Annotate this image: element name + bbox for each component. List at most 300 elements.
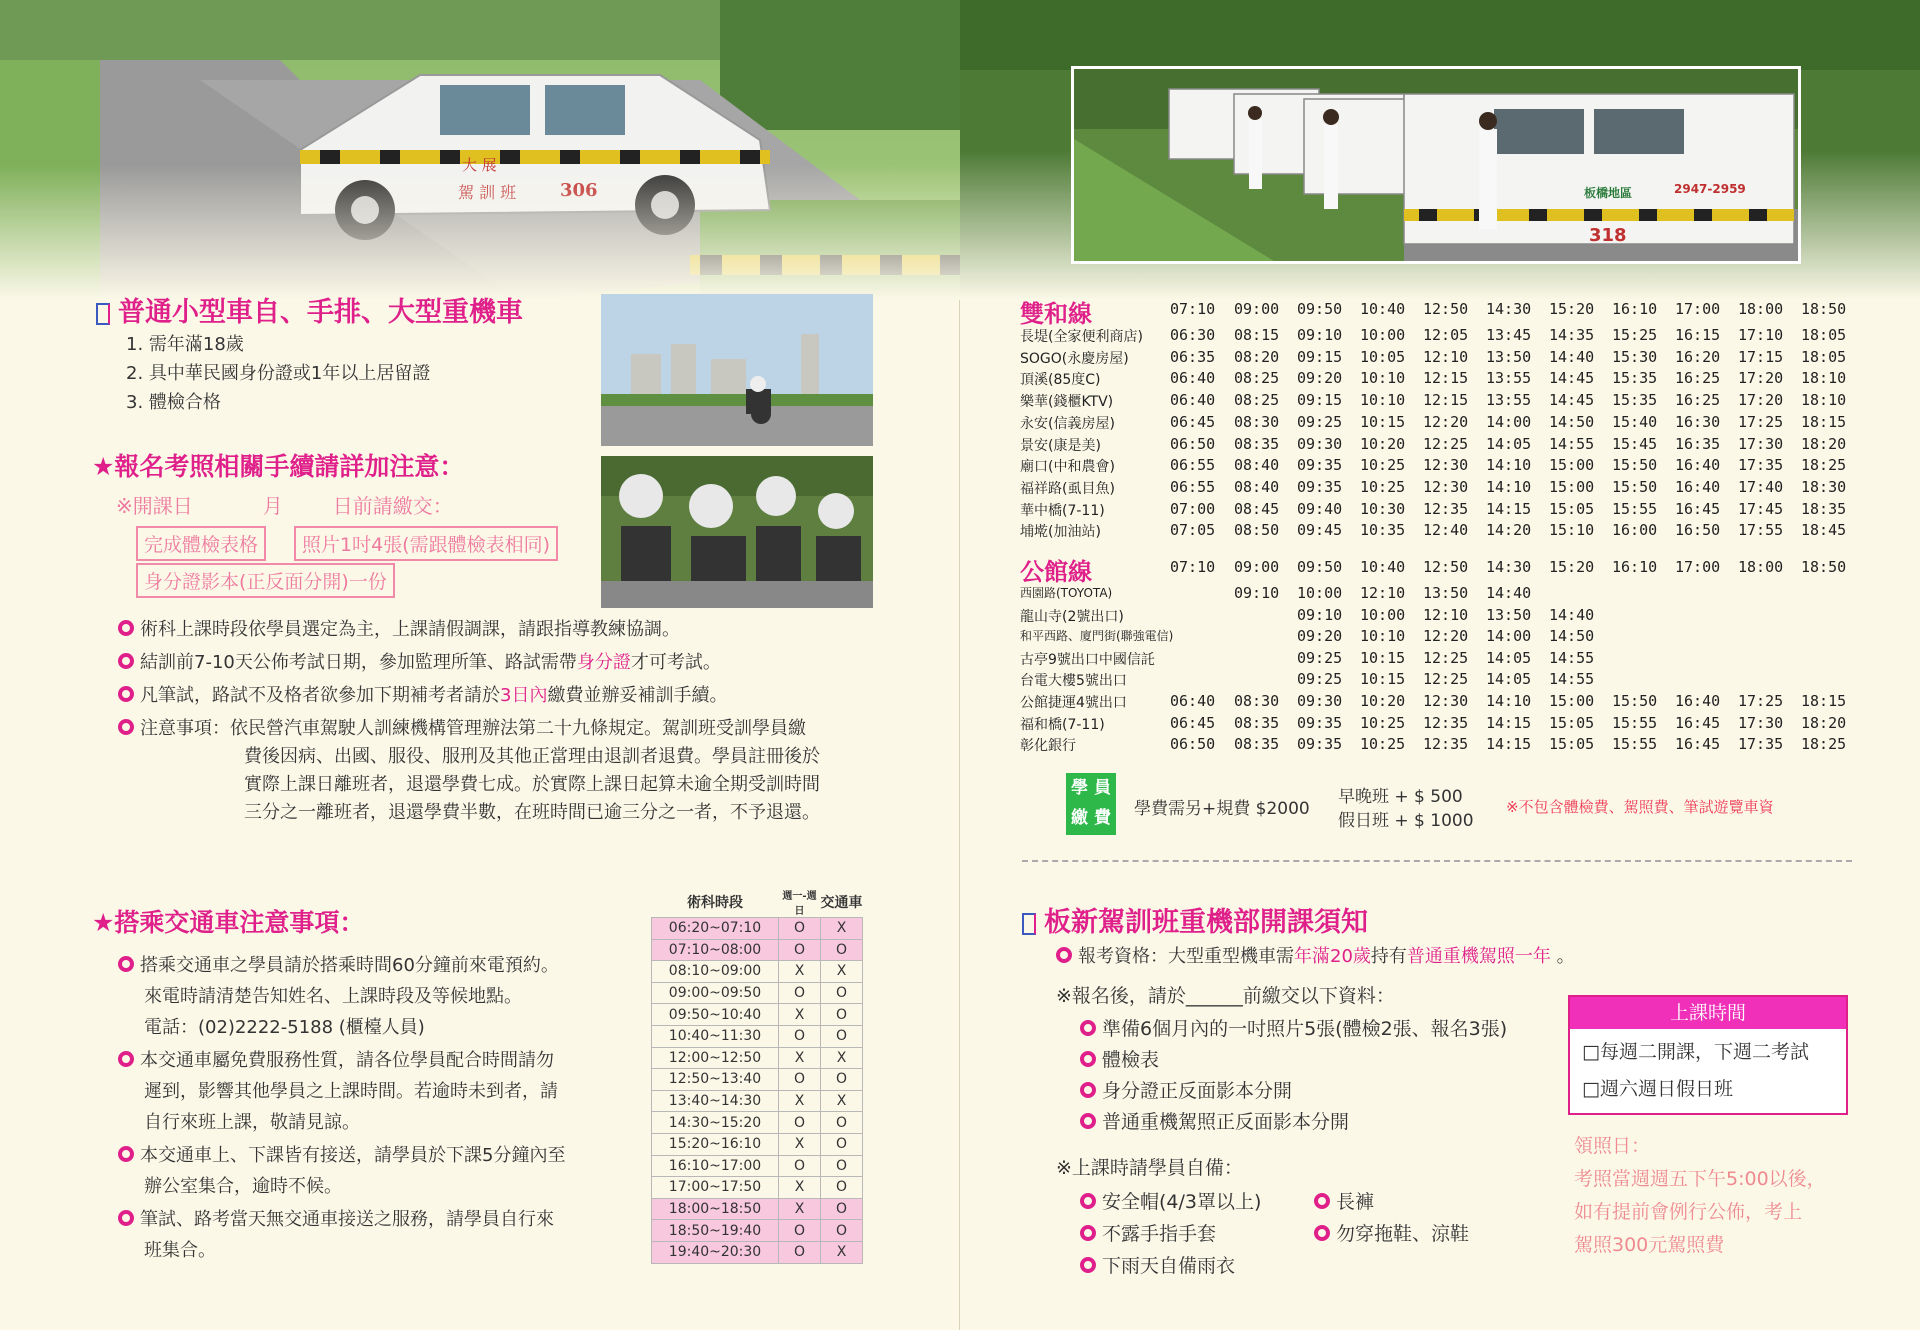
- section-divider: [1022, 860, 1852, 862]
- stop-time: 12:20: [1423, 627, 1469, 646]
- stop-name: 埔墘(加油站): [1020, 524, 1101, 541]
- stop-time: 16:15: [1675, 326, 1721, 344]
- stop-time: 09:15: [1297, 347, 1343, 366]
- ring-bullet-icon: [1080, 1113, 1096, 1129]
- stop-time: 15:05: [1549, 735, 1595, 754]
- stop-time: 06:45: [1170, 412, 1216, 431]
- class-time-box: [1568, 995, 1848, 1115]
- stop-time: 18:10: [1801, 369, 1847, 388]
- stop-time: 08:50: [1234, 521, 1280, 540]
- ring-bullet-icon: [118, 1210, 134, 1226]
- timetable-row: [652, 1025, 863, 1047]
- timetable-cell: O: [779, 1112, 821, 1134]
- timetable-cell: O: [821, 1004, 863, 1026]
- svg-text:板橋地區: 板橋地區: [1584, 186, 1633, 200]
- route-shuanghe: [1020, 294, 1860, 544]
- stop-time: 10:20: [1360, 692, 1406, 710]
- stop-time: 15:00: [1549, 477, 1595, 496]
- timetable-row: [652, 961, 863, 983]
- route-departure-time: 17:00: [1675, 300, 1721, 318]
- svg-text:318: 318: [1589, 225, 1627, 246]
- stop-time: 17:20: [1738, 391, 1784, 410]
- submission-deadline: ※開課日 月 日前請繳交：: [116, 494, 453, 518]
- stop-name: 台電大樓5號出口: [1020, 673, 1127, 690]
- fee-text: 學費需另+規費 $2000: [1134, 799, 1310, 819]
- route-departure-time: 15:20: [1549, 558, 1595, 576]
- timetable-row: [652, 1047, 863, 1069]
- stop-time: 15:25: [1612, 326, 1658, 344]
- stop-time: 06:55: [1170, 477, 1216, 496]
- stop-name: 華中橋(7-11): [1020, 502, 1105, 519]
- stop-time: 14:10: [1486, 692, 1532, 710]
- note-item: 術科上課時段依學員選定為主，上課請假調課，請跟指導教練協調。: [118, 616, 680, 644]
- stop-time: 10:00: [1360, 326, 1406, 344]
- stop-time: 09:10: [1297, 326, 1343, 344]
- stop-time: 12:10: [1423, 347, 1469, 366]
- stop-time: 06:45: [1170, 713, 1216, 732]
- stop-time: 16:00: [1612, 521, 1658, 540]
- stop-time: 18:05: [1801, 347, 1847, 366]
- stop-time: 06:55: [1170, 456, 1216, 475]
- route-name: 雙和線: [1020, 300, 1092, 328]
- timetable-slot: 13:40~14:30: [652, 1090, 779, 1112]
- timetable-cell: O: [779, 1155, 821, 1177]
- timetable-slot: 10:40~11:30: [652, 1025, 779, 1047]
- stop-time: 06:40: [1170, 391, 1216, 410]
- ring-bullet-icon: [118, 956, 134, 972]
- timetable-cell: X: [779, 1004, 821, 1026]
- timetable-cell: X: [821, 961, 863, 983]
- timetable-cell: O: [821, 982, 863, 1004]
- svg-text:2947-2959: 2947-2959: [1674, 182, 1746, 196]
- stop-time: 14:10: [1486, 456, 1532, 475]
- stop-time: 12:25: [1423, 648, 1469, 667]
- stop-time: 18:15: [1801, 692, 1847, 710]
- stop-time: 17:35: [1738, 456, 1784, 475]
- stop-time: 10:10: [1360, 391, 1406, 410]
- class-time-title: 上課時間: [1570, 997, 1846, 1029]
- stop-time: 13:50: [1486, 347, 1532, 366]
- stop-time: 08:40: [1234, 477, 1280, 496]
- license-day: 領照日： 考照當週週五下午5:00以後， 如有提前會例行公佈，考上 駕照300元駕照費: [1574, 1135, 1826, 1256]
- timetable-cell: O: [779, 982, 821, 1004]
- timetable-row: [652, 1090, 863, 1112]
- stop-time: 12:40: [1423, 521, 1469, 540]
- stop-time: 06:50: [1170, 434, 1216, 453]
- stop-time: 08:30: [1234, 412, 1280, 431]
- timetable-cell: X: [821, 1047, 863, 1069]
- stop-time: 16:40: [1675, 477, 1721, 496]
- stop-time: 08:45: [1234, 499, 1280, 518]
- stop-time: 09:25: [1297, 412, 1343, 431]
- stop-time: 17:30: [1738, 713, 1784, 732]
- ring-bullet-icon: [1056, 947, 1072, 963]
- stop-time: 17:45: [1738, 499, 1784, 518]
- timetable-cell: O: [779, 1220, 821, 1242]
- timetable-cell: O: [779, 1069, 821, 1091]
- route-departure-time: 18:00: [1738, 300, 1784, 318]
- stop-time: 15:55: [1612, 735, 1658, 754]
- stop-time: 12:10: [1423, 605, 1469, 624]
- stop-time: 10:25: [1360, 477, 1406, 496]
- doc-photos: 照片1吋4張(需跟體檢表相同): [294, 526, 558, 561]
- timetable-header: 交通車: [820, 895, 863, 911]
- stop-name: 和平西路、廈門街(聯強電信): [1020, 629, 1174, 644]
- timetable-cell: X: [821, 1241, 863, 1263]
- ring-bullet-icon: [118, 719, 134, 735]
- stop-time: 17:20: [1738, 369, 1784, 388]
- timetable-cell: O: [821, 1069, 863, 1091]
- stop-time: 13:45: [1486, 326, 1532, 344]
- timetable-slot: 18:00~18:50: [652, 1198, 779, 1220]
- stop-name: 廟口(中和農會): [1020, 459, 1115, 476]
- stop-time: 14:40: [1549, 605, 1595, 624]
- timetable-row: [652, 1069, 863, 1091]
- stop-time: 12:15: [1423, 391, 1469, 410]
- timetable-cell: X: [779, 961, 821, 983]
- route-departure-time: 16:10: [1612, 558, 1658, 576]
- route-name: 公館線: [1020, 558, 1092, 586]
- stop-time: 09:40: [1297, 499, 1343, 518]
- stop-time: 15:55: [1612, 713, 1658, 732]
- stop-time: 18:25: [1801, 735, 1847, 754]
- stop-time: 14:55: [1549, 648, 1595, 667]
- stop-time: 14:45: [1549, 391, 1595, 410]
- section-title-shuttle: ★搭乘交通車注意事項：: [92, 908, 365, 937]
- stop-time: 16:45: [1675, 735, 1721, 754]
- timetable-row: [652, 1155, 863, 1177]
- doc-checkup-form: 完成體檢表格: [136, 526, 266, 561]
- ring-bullet-icon: [1314, 1225, 1330, 1241]
- qualification: 報考資格：大型重型機車需年滿20歲持有普通重機駕照一年 。: [1056, 943, 1575, 971]
- stop-time: 10:35: [1360, 521, 1406, 540]
- stop-time: 09:45: [1297, 521, 1343, 540]
- timetable-cell: O: [821, 939, 863, 961]
- ring-bullet-icon: [1080, 1257, 1096, 1273]
- ring-bullet-icon: [118, 1051, 134, 1067]
- section-marker-icon: [1022, 913, 1036, 935]
- stop-time: 15:50: [1612, 477, 1658, 496]
- timetable-slot: 12:00~12:50: [652, 1047, 779, 1069]
- stop-time: 09:35: [1297, 713, 1343, 732]
- stop-time: 14:15: [1486, 499, 1532, 518]
- practice-timetable: [651, 887, 863, 1264]
- route-departure-time: 18:50: [1801, 300, 1847, 318]
- page-fold: [959, 300, 960, 1330]
- requirement-item: 1. 需年滿18歲: [126, 334, 244, 355]
- stop-time: 15:10: [1549, 521, 1595, 540]
- stop-time: 17:25: [1738, 412, 1784, 431]
- stop-time: 08:35: [1234, 735, 1280, 754]
- stop-time: 15:00: [1549, 456, 1595, 475]
- stop-time: 14:15: [1486, 713, 1532, 732]
- ring-bullet-icon: [1080, 1051, 1096, 1067]
- stop-time: 08:20: [1234, 347, 1280, 366]
- stop-time: 08:25: [1234, 391, 1280, 410]
- route-departure-time: 18:50: [1801, 558, 1847, 576]
- timetable-cell: O: [821, 1025, 863, 1047]
- stop-time: 15:50: [1612, 456, 1658, 475]
- route-departure-time: 17:00: [1675, 558, 1721, 576]
- stop-time: 13:55: [1486, 391, 1532, 410]
- timetable-row: [652, 939, 863, 961]
- timetable-slot: 14:30~15:20: [652, 1112, 779, 1134]
- timetable-slot: 17:00~17:50: [652, 1177, 779, 1199]
- route-departure-time: 09:50: [1297, 300, 1343, 318]
- stop-time: 12:05: [1423, 326, 1469, 344]
- stop-time: 18:10: [1801, 391, 1847, 410]
- timetable-cell: O: [821, 1177, 863, 1199]
- route-departure-time: 14:30: [1486, 558, 1532, 576]
- stop-time: 16:50: [1675, 521, 1721, 540]
- stop-time: 10:10: [1360, 369, 1406, 388]
- stop-name: 樂華(錢櫃KTV): [1020, 394, 1114, 411]
- stop-name: 彰化銀行: [1020, 738, 1076, 755]
- stop-name: 古亭9號出口中國信託: [1020, 651, 1155, 668]
- stop-name: 永安(信義房屋): [1020, 415, 1115, 432]
- route-departure-time: 09:50: [1297, 558, 1343, 576]
- stop-time: 10:10: [1360, 627, 1406, 646]
- timetable-row: [652, 1241, 863, 1263]
- stop-time: 10:00: [1360, 605, 1406, 624]
- stop-time: 18:05: [1801, 326, 1847, 344]
- stop-time: 06:35: [1170, 347, 1216, 366]
- motorcycle-course-photo: [601, 294, 873, 446]
- stop-time: 10:25: [1360, 456, 1406, 475]
- stop-time: 14:40: [1486, 584, 1532, 602]
- timetable-cell: X: [779, 1090, 821, 1112]
- notice-block: 注意事項：依民營汽車駕駛人訓練機構管理辦法第二十九條規定。駕訓班受訓學員繳 費後因病、出國、服役、服刑及其他正當理由退訓者退費。學員註冊後於 實際上課日離班者，退還學費七成。於實際上課日起算未逾全期受訓時間 三分之一離班者，退還學費半數，在班時間已逾三分之一者，不予退還。: [118, 715, 820, 827]
- timetable-cell: O: [821, 1220, 863, 1242]
- ring-bullet-icon: [118, 620, 134, 636]
- stop-time: 10:15: [1360, 648, 1406, 667]
- stop-time: 10:15: [1360, 670, 1406, 689]
- stop-time: 17:25: [1738, 692, 1784, 710]
- stop-time: 14:10: [1486, 477, 1532, 496]
- stop-time: 09:25: [1297, 648, 1343, 667]
- stop-time: 12:15: [1423, 369, 1469, 388]
- stop-time: 14:05: [1486, 670, 1532, 689]
- stop-time: 15:35: [1612, 391, 1658, 410]
- stop-time: 18:30: [1801, 477, 1847, 496]
- timetable-cell: X: [779, 1047, 821, 1069]
- stop-time: 15:05: [1549, 713, 1595, 732]
- driving-school-car-photo: [0, 0, 960, 300]
- route-departure-time: 09:00: [1234, 300, 1280, 318]
- stop-time: 16:45: [1675, 713, 1721, 732]
- timetable-slot: 19:40~20:30: [652, 1241, 779, 1263]
- stop-time: 07:05: [1170, 521, 1216, 540]
- route-departure-time: 16:10: [1612, 300, 1658, 318]
- timetable-row: [652, 1133, 863, 1155]
- stop-time: 09:30: [1297, 434, 1343, 453]
- section-title-motorcycle: 板新駕訓班重機部開課須知: [1022, 900, 1368, 939]
- stop-time: 10:15: [1360, 412, 1406, 431]
- stop-name: SOGO(永慶房屋): [1020, 350, 1129, 367]
- shuttle-note-item: 搭乘交通車之學員請於搭乘時間60分鐘前來電預約。 來電時請清楚告知姓名、上課時段及等候地點。 電話：(02)2222-5188 (櫃檯人員): [118, 950, 565, 1043]
- timetable-cell: O: [779, 1241, 821, 1263]
- stop-time: 14:00: [1486, 627, 1532, 646]
- motorcycle-riders-photo: [601, 456, 873, 608]
- timetable-slot: 09:50~10:40: [652, 1004, 779, 1026]
- ring-bullet-icon: [1080, 1193, 1096, 1209]
- stop-time: 14:55: [1549, 434, 1595, 453]
- timetable-row: [652, 1220, 863, 1242]
- fee-holiday: 假日班 + $ 1000: [1338, 811, 1474, 831]
- stop-time: 10:05: [1360, 347, 1406, 366]
- timetable-cell: O: [821, 1198, 863, 1220]
- stop-time: 08:40: [1234, 456, 1280, 475]
- timetable-slot: 15:20~16:10: [652, 1133, 779, 1155]
- stop-time: 10:30: [1360, 499, 1406, 518]
- shuttle-note-item: 本交通車上、下課皆有接送，請學員於下課5分鐘內至 辦公室集合，逾時不候。: [118, 1140, 565, 1202]
- stop-time: 17:30: [1738, 434, 1784, 453]
- stop-time: 16:40: [1675, 692, 1721, 710]
- timetable-cell: X: [821, 1090, 863, 1112]
- stop-time: 13:50: [1486, 605, 1532, 624]
- stop-time: 06:50: [1170, 735, 1216, 754]
- stop-time: 09:20: [1297, 369, 1343, 388]
- timetable-slot: 18:50~19:40: [652, 1220, 779, 1242]
- stop-time: 08:25: [1234, 369, 1280, 388]
- section-title-car-license: 普通小型車自、手排、大型重機車: [96, 290, 523, 329]
- ring-bullet-icon: [1314, 1193, 1330, 1209]
- stop-time: 10:00: [1297, 584, 1343, 602]
- stop-time: 10:20: [1360, 434, 1406, 453]
- fee-early-late: 早晚班 + $ 500: [1338, 787, 1463, 807]
- timetable-cell: O: [821, 1133, 863, 1155]
- shuttle-note-item: 本交通車屬免費服務性質，請各位學員配合時間請勿 遲到，影響其他學員之上課時間。若逾時未到者，請 自行來班上課，敬請見諒。: [118, 1045, 565, 1138]
- stop-time: 17:35: [1738, 735, 1784, 754]
- timetable-slot: 08:10~09:00: [652, 961, 779, 983]
- stop-time: 16:25: [1675, 391, 1721, 410]
- stop-time: 12:10: [1360, 584, 1406, 602]
- stop-time: 17:15: [1738, 347, 1784, 366]
- stop-time: 08:15: [1234, 326, 1280, 344]
- stop-time: 08:35: [1234, 713, 1280, 732]
- timetable-row: [652, 982, 863, 1004]
- stop-time: 17:40: [1738, 477, 1784, 496]
- stop-time: 06:40: [1170, 369, 1216, 388]
- stop-time: 12:30: [1423, 456, 1469, 475]
- stop-time: 18:45: [1801, 521, 1847, 540]
- timetable-row: [652, 1004, 863, 1026]
- requirement-item: 2. 具中華民國身份證或1年以上居留證: [126, 363, 431, 384]
- stop-time: 07:00: [1170, 499, 1216, 518]
- doc-id-copy: 身分證影本(正反面分開)一份: [136, 563, 395, 598]
- stop-time: 09:25: [1297, 670, 1343, 689]
- bring-title: ※上課時請學員自備：: [1056, 1157, 1243, 1179]
- timetable-header: 週一-週日: [782, 891, 817, 917]
- route-departure-time: 10:40: [1360, 558, 1406, 576]
- stop-name: 福和橋(7-11): [1020, 716, 1105, 733]
- stop-time: 14:15: [1486, 735, 1532, 754]
- timetable-row: [652, 1177, 863, 1199]
- stop-time: 14:05: [1486, 434, 1532, 453]
- stop-time: 14:05: [1486, 648, 1532, 667]
- stop-time: 09:30: [1297, 692, 1343, 710]
- stop-time: 14:50: [1549, 412, 1595, 431]
- timetable-cell: O: [779, 939, 821, 961]
- timetable-cell: X: [821, 918, 863, 940]
- stop-time: 14:45: [1549, 369, 1595, 388]
- stop-time: 14:20: [1486, 521, 1532, 540]
- stop-time: 15:50: [1612, 692, 1658, 710]
- stop-time: 17:10: [1738, 326, 1784, 344]
- stop-time: 10:25: [1360, 735, 1406, 754]
- stop-time: 18:25: [1801, 456, 1847, 475]
- timetable-cell: O: [821, 1112, 863, 1134]
- timetable-slot: 07:10~08:00: [652, 939, 779, 961]
- route-departure-time: 10:40: [1360, 300, 1406, 318]
- stop-time: 18:20: [1801, 713, 1847, 732]
- stop-time: 12:35: [1423, 499, 1469, 518]
- timetable-cell: O: [821, 1155, 863, 1177]
- timetable-cell: X: [779, 1133, 821, 1155]
- ring-bullet-icon: [1080, 1082, 1096, 1098]
- stop-time: 08:35: [1234, 434, 1280, 453]
- stop-time: 16:35: [1675, 434, 1721, 453]
- timetable-header: 術科時段: [687, 895, 743, 911]
- route-departure-time: 12:50: [1423, 558, 1469, 576]
- route-departure-time: 15:20: [1549, 300, 1595, 318]
- route-departure-time: 07:10: [1170, 300, 1216, 318]
- route-departure-time: 18:00: [1738, 558, 1784, 576]
- section-marker-icon: [96, 303, 110, 325]
- timetable-cell: X: [779, 1198, 821, 1220]
- fee-badge: 學 員 繳 費: [1066, 773, 1116, 835]
- timetable-slot: 09:00~09:50: [652, 982, 779, 1004]
- note-item: 凡筆試，路試不及格者欲參加下期補考者請於3日內繳費並辦妥補訓手續。: [118, 682, 727, 710]
- ring-bullet-icon: [118, 653, 134, 669]
- stop-time: 16:20: [1675, 347, 1721, 366]
- stop-time: 14:35: [1549, 326, 1595, 344]
- stop-time: 08:30: [1234, 692, 1280, 710]
- stop-time: 16:30: [1675, 412, 1721, 431]
- ring-bullet-icon: [118, 1146, 134, 1162]
- requirements-list: [126, 330, 430, 417]
- stop-time: 09:10: [1234, 584, 1280, 602]
- stop-name: 福祥路(虱目魚): [1020, 480, 1115, 497]
- shuttle-vans-photo: [1071, 66, 1801, 264]
- stop-time: 14:00: [1486, 412, 1532, 431]
- stop-time: 14:40: [1549, 347, 1595, 366]
- stop-time: 12:35: [1423, 713, 1469, 732]
- stop-time: 16:45: [1675, 499, 1721, 518]
- required-docs: 準備6個月內的一吋照片5張(體檢2張、報名3張) 體檢表 身分證正反面影本分開 普通重機駕照正反面影本分開: [1080, 1014, 1507, 1138]
- stop-time: 15:30: [1612, 347, 1658, 366]
- requirement-item: 3. 體檢合格: [126, 392, 221, 413]
- shuttle-note-item: 筆試、路考當天無交通車接送之服務，請學員自行來 班集合。: [118, 1204, 565, 1266]
- stop-time: 13:50: [1423, 584, 1469, 602]
- stop-time: 15:05: [1549, 499, 1595, 518]
- stop-time: 15:45: [1612, 434, 1658, 453]
- fee-note: ※不包含體檢費、駕照費、筆試遊覽車資: [1506, 798, 1774, 816]
- stop-time: 09:35: [1297, 456, 1343, 475]
- stop-time: 12:30: [1423, 692, 1469, 710]
- stop-time: 10:25: [1360, 713, 1406, 732]
- timetable-row: [652, 1112, 863, 1134]
- timetable-cell: O: [779, 918, 821, 940]
- stop-time: 15:55: [1612, 499, 1658, 518]
- stop-time: 13:55: [1486, 369, 1532, 388]
- stop-time: 12:20: [1423, 412, 1469, 431]
- timetable-cell: O: [779, 1025, 821, 1047]
- stop-time: 12:35: [1423, 735, 1469, 754]
- route-departure-time: 09:00: [1234, 558, 1280, 576]
- stop-time: 12:25: [1423, 434, 1469, 453]
- stop-time: 18:20: [1801, 434, 1847, 453]
